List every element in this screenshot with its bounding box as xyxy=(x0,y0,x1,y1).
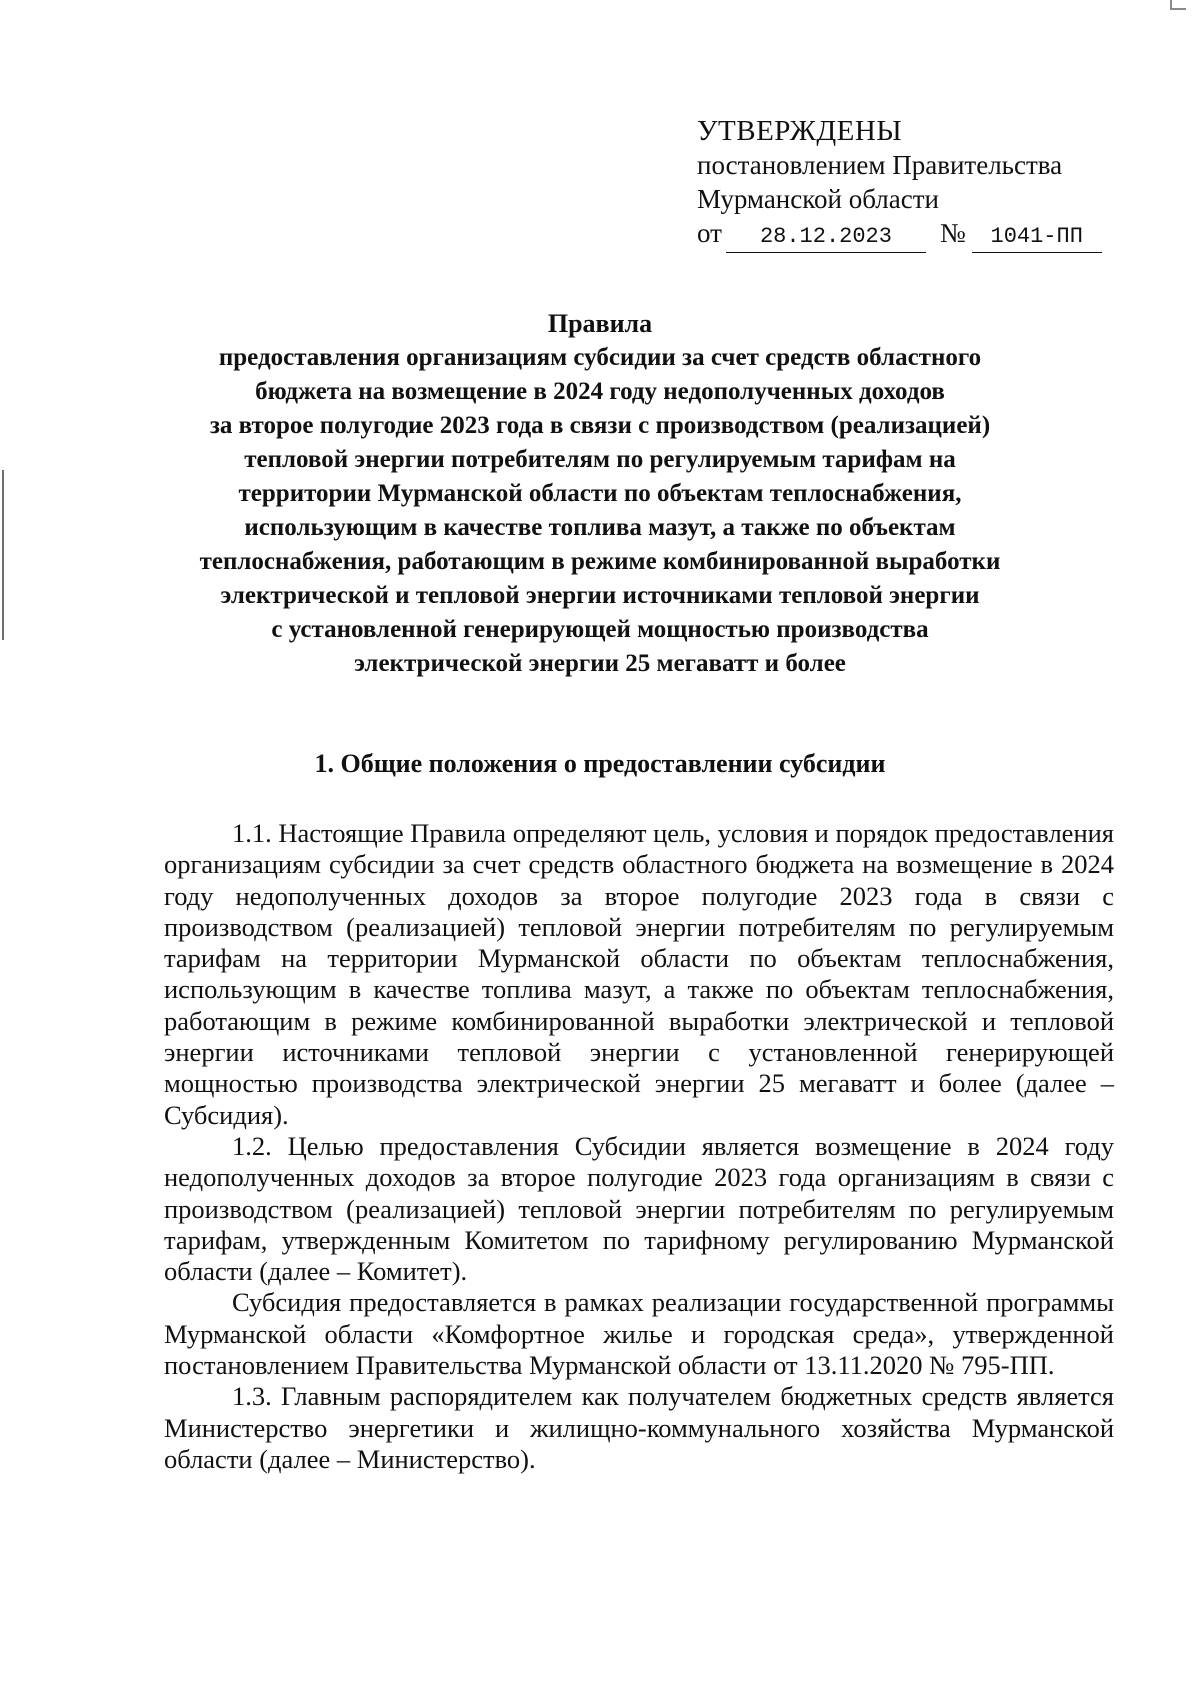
approval-line-1: постановлением Правительства xyxy=(697,150,1063,180)
title-line: тепловой энергии потребителям по регулируемым тарифам на xyxy=(244,446,956,473)
approval-heading: УТВЕРЖДЕНЫ xyxy=(697,115,903,147)
paragraph-1-2: 1.2. Целью предоставления Субсидии является возмещение в 2024 году недополученных доходов за второе полугодие 2023 года организациям в связи с производством (реализацией) тепловой энергии потребителям по регулируемым тарифам, утвержденным Комитетом по тарифному регулированию Мурманской области (далее – Комитет). xyxy=(164,1130,1114,1287)
approval-number: 1041-ПП xyxy=(972,222,1102,253)
title-line: территории Мурманской области по объектам теплоснабжения, xyxy=(238,480,962,507)
title-line: электрической энергии 25 мегаватт и более xyxy=(354,650,846,677)
paragraph-1-1: 1.1. Настоящие Правила определяют цель, условия и порядок предоставления организациям субсидии за счет средств областного бюджета на возмещение в 2024 году недополученных доходов за второе полугодие 2023 года в связи с производством (реализацией) тепловой энергии потребителям по регулируемым тарифам на территории Мурманской области по объектам теплоснабжения, использующим в качестве топлива мазут, а также по объектам теплоснабжения, работающим в режиме комбинированной выработки электрической и тепловой энергии источниками тепловой энергии с установленной генерирующей мощностью производства электрической энергии 25 мегаватт и более (далее – Субсидия). xyxy=(164,818,1114,1130)
scan-edge-mark xyxy=(2,470,4,640)
approval-date: 28.12.2023 xyxy=(726,222,926,253)
paragraph-1-3: 1.3. Главным распорядителем как получателем бюджетных средств является Министерство энергетики и жилищно-коммунального хозяйства Мурманской области (далее – Министерство). xyxy=(164,1381,1114,1474)
title-line: электрической и тепловой энергии источниками тепловой энергии xyxy=(220,582,980,609)
section-body xyxy=(164,818,1114,1475)
title-main: Правила xyxy=(547,309,653,338)
paragraph-program: Субсидия предоставляется в рамках реализации государственной программы Мурманской области «Комфортное жилье и городская среда», утвержденной постановлением Правительства Мурманской области от 13.11.2020 № 795-ПП. xyxy=(164,1287,1114,1381)
number-prefix: № xyxy=(939,218,966,248)
approval-line-2: Мурманской области xyxy=(697,184,939,214)
section-heading: 1. Общие положения о предоставлении субсидии xyxy=(314,749,886,778)
approval-date-line xyxy=(697,216,1102,253)
date-prefix: от xyxy=(697,218,722,248)
scan-corner-mark xyxy=(1170,0,1186,10)
approval-stamp xyxy=(697,114,1102,253)
title-line: с установленной генерирующей мощностью производства xyxy=(271,616,929,643)
title-line: теплоснабжения, работающим в режиме комбинированной выработки xyxy=(199,548,1001,575)
title-line: использующим в качестве топлива мазут, а также по объектам xyxy=(244,514,956,541)
title-line: предоставления организациям субсидии за счет средств областного xyxy=(218,344,982,371)
document-title xyxy=(150,307,1050,681)
title-line: бюджета на возмещение в 2024 году недополученных доходов xyxy=(255,378,945,405)
title-line: за второе полугодие 2023 года в связи с производством (реализацией) xyxy=(209,412,991,439)
